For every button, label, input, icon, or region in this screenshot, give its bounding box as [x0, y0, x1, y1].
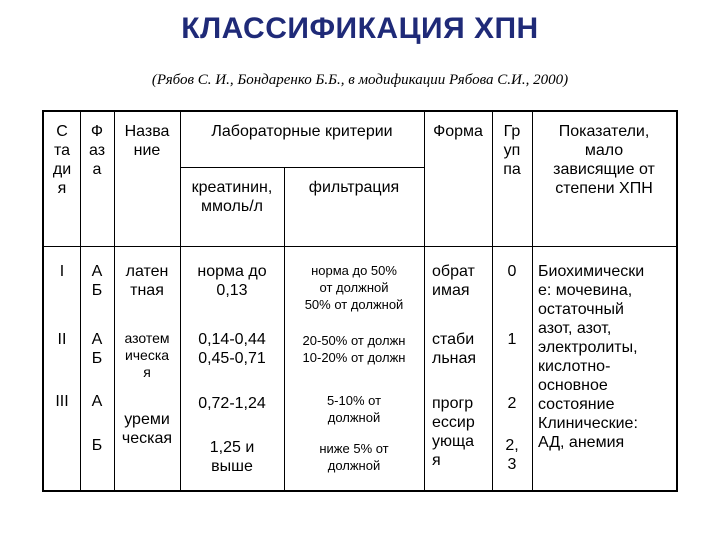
form-cell: стаби льная: [432, 331, 477, 367]
header-lab-criteria: Лабораторные критерии: [211, 123, 393, 140]
header-indicators: Показатели, мало зависящие от степени ХПН: [553, 123, 655, 197]
page-title: КЛАССИФИКАЦИЯ ХПН: [181, 12, 539, 45]
header-stage: С та ди я: [52, 123, 72, 197]
stage-cell: III: [55, 393, 69, 410]
header-phase: Ф аз а: [88, 123, 106, 178]
creatinine-cell: 0,72-1,24: [198, 395, 266, 412]
creatinine-cell: 0,14-0,44 0,45-0,71: [198, 331, 266, 367]
phase-cell: А Б: [91, 331, 103, 367]
phase-cell: А: [91, 393, 103, 410]
creatinine-cell: норма до 0,13: [197, 263, 267, 299]
filtration-cell: ниже 5% от должной: [319, 441, 389, 473]
header-filtration: фильтрация: [308, 179, 400, 196]
header-creatinine: креатинин, ммоль/л: [191, 179, 273, 215]
row-divider: [180, 167, 424, 168]
col-divider: [424, 112, 425, 490]
form-cell: обрат имая: [432, 263, 475, 299]
filtration-cell: 20-50% от должн 10-20% от должн: [302, 333, 406, 365]
classification-table: [42, 110, 678, 492]
phase-cell: А Б: [91, 263, 103, 299]
header-group: Гр уп па: [503, 123, 521, 178]
row-divider: [44, 246, 676, 247]
name-cell: уреми ческая: [121, 411, 173, 447]
form-cell: прогр ессир ующа я: [432, 395, 475, 469]
group-cell: 0: [507, 263, 517, 280]
filtration-cell: норма до 50% от должной 50% от должной: [304, 263, 404, 312]
filtration-cell: 5-10% от должной: [326, 393, 382, 425]
group-cell: 1: [507, 331, 517, 348]
stage-cell: I: [59, 263, 65, 280]
stage-cell: II: [57, 331, 67, 348]
header-name: Назва ние: [124, 123, 170, 159]
page-subtitle: (Рябов С. И., Бондаренко Б.Б., в модификации Рябова С.И., 2000): [151, 72, 569, 88]
header-form: Форма: [433, 123, 483, 140]
indicators-cell: Биохимически е: мочевина, остаточный азот, азот, электролиты, кислотно- основное состояние Клинические: АД, анемия: [538, 263, 645, 451]
name-cell: азотем ическа я: [124, 330, 170, 380]
group-cell: 2, 3: [505, 437, 519, 473]
creatinine-cell: 1,25 и выше: [209, 439, 255, 475]
name-cell: латен тная: [125, 263, 169, 299]
col-divider: [180, 112, 181, 490]
group-cell: 2: [507, 395, 517, 412]
phase-cell: Б: [91, 437, 103, 454]
